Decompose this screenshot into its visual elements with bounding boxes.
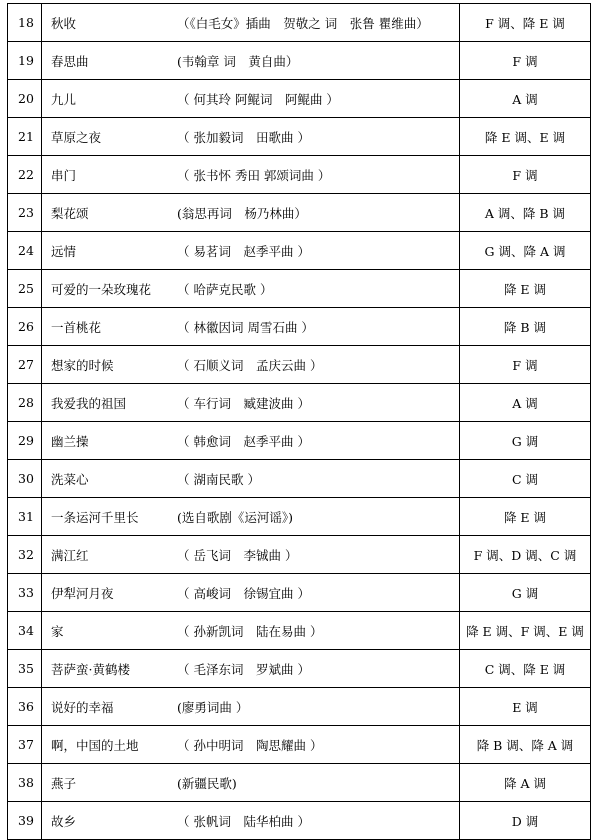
song-cell xyxy=(42,80,460,118)
table-row xyxy=(8,422,591,460)
song-title: 故乡 xyxy=(51,813,77,829)
song-key: D 调 xyxy=(460,802,591,840)
table-row xyxy=(8,574,591,612)
song-cell xyxy=(42,650,460,688)
song-key: 降 E 调、E 调 xyxy=(460,118,591,156)
song-credit: （ 何其玲 阿鲲词 阿鲲曲 ） xyxy=(177,91,339,107)
table-row xyxy=(8,802,591,840)
song-cell xyxy=(42,422,460,460)
song-key: 降 E 调、F 调、E 调 xyxy=(460,612,591,650)
song-title: 幽兰操 xyxy=(51,433,89,449)
song-key: F 调 xyxy=(460,156,591,194)
row-number: 37 xyxy=(8,726,42,764)
row-number: 26 xyxy=(8,308,42,346)
song-list-body xyxy=(8,4,591,840)
song-cell xyxy=(42,346,460,384)
song-key: F 调 xyxy=(460,42,591,80)
song-cell xyxy=(42,308,460,346)
song-credit: （ 易茗词 赵季平曲 ） xyxy=(177,243,310,259)
table-row xyxy=(8,42,591,80)
song-credit: （ 石顺义词 孟庆云曲 ） xyxy=(177,357,323,373)
song-cell xyxy=(42,232,460,270)
row-number: 38 xyxy=(8,764,42,802)
song-title: 九儿 xyxy=(51,91,77,107)
row-number: 21 xyxy=(8,118,42,156)
song-credit: （《白毛女》插曲 贺敬之 词 张鲁 瞿维曲） xyxy=(177,15,429,31)
song-credit: （ 孙新凯词 陆在易曲 ） xyxy=(177,623,323,639)
row-number: 39 xyxy=(8,802,42,840)
row-number: 23 xyxy=(8,194,42,232)
song-title: 秋收 xyxy=(51,15,77,31)
song-key: 降 A 调 xyxy=(460,764,591,802)
song-cell xyxy=(42,42,460,80)
table-row xyxy=(8,80,591,118)
table-row xyxy=(8,460,591,498)
song-list-table xyxy=(7,3,591,840)
song-cell xyxy=(42,726,460,764)
song-title: 春思曲 xyxy=(51,53,89,69)
song-title: 远情 xyxy=(51,243,77,259)
song-title: 满江红 xyxy=(51,547,89,563)
row-number: 31 xyxy=(8,498,42,536)
song-credit: (韦翰章 词 黄自曲） xyxy=(177,53,299,69)
row-number: 22 xyxy=(8,156,42,194)
song-key: 降 B 调 xyxy=(460,308,591,346)
song-credit: (新疆民歌) xyxy=(177,775,237,791)
table-row xyxy=(8,536,591,574)
row-number: 34 xyxy=(8,612,42,650)
song-cell xyxy=(42,574,460,612)
song-credit: （ 张加毅词 田歌曲 ） xyxy=(177,129,310,145)
song-credit: （ 林徽因词 周雪石曲 ） xyxy=(177,319,314,335)
table-row xyxy=(8,4,591,42)
song-key: A 调、降 B 调 xyxy=(460,194,591,232)
row-number: 28 xyxy=(8,384,42,422)
song-key: A 调 xyxy=(460,80,591,118)
row-number: 32 xyxy=(8,536,42,574)
song-key: 降 E 调 xyxy=(460,498,591,536)
row-number: 19 xyxy=(8,42,42,80)
song-credit: （ 车行词 臧建波曲 ） xyxy=(177,395,310,411)
table-row xyxy=(8,384,591,422)
table-row xyxy=(8,308,591,346)
row-number: 20 xyxy=(8,80,42,118)
song-credit: (翁思再词 杨乃林曲） xyxy=(177,205,307,221)
row-number: 25 xyxy=(8,270,42,308)
song-credit: （ 湖南民歌 ） xyxy=(177,471,260,487)
song-title: 草原之夜 xyxy=(51,129,102,145)
table-row xyxy=(8,156,591,194)
song-credit: （ 高峻词 徐锡宜曲 ） xyxy=(177,585,310,601)
song-title: 可爱的一朵玫瑰花 xyxy=(51,281,152,297)
song-key: G 调、降 A 调 xyxy=(460,232,591,270)
song-title: 串门 xyxy=(51,167,77,183)
row-number: 33 xyxy=(8,574,42,612)
song-credit: （ 哈萨克民歌 ） xyxy=(177,281,273,297)
song-cell xyxy=(42,118,460,156)
row-number: 30 xyxy=(8,460,42,498)
table-row xyxy=(8,650,591,688)
song-cell xyxy=(42,536,460,574)
song-key: F 调、降 E 调 xyxy=(460,4,591,42)
table-row xyxy=(8,194,591,232)
song-credit: （ 孙中明词 陶思耀曲 ） xyxy=(177,737,323,753)
song-credit: （ 岳飞词 李铖曲 ） xyxy=(177,547,298,563)
song-cell xyxy=(42,688,460,726)
song-title: 梨花颂 xyxy=(51,205,89,221)
row-number: 27 xyxy=(8,346,42,384)
song-title: 一条运河千里长 xyxy=(51,509,139,525)
song-cell xyxy=(42,384,460,422)
song-key: A 调 xyxy=(460,384,591,422)
row-number: 35 xyxy=(8,650,42,688)
song-credit: （ 张帆词 陆华柏曲 ） xyxy=(177,813,310,829)
song-key: C 调、降 E 调 xyxy=(460,650,591,688)
table-row xyxy=(8,764,591,802)
song-cell xyxy=(42,156,460,194)
table-row xyxy=(8,688,591,726)
song-cell xyxy=(42,460,460,498)
song-credit: （ 毛泽东词 罗斌曲 ） xyxy=(177,661,310,677)
row-number: 24 xyxy=(8,232,42,270)
song-key: 降 B 调、降 A 调 xyxy=(460,726,591,764)
song-title: 家 xyxy=(51,623,64,639)
song-credit: (选自歌剧《运河谣》) xyxy=(177,509,294,525)
row-number: 36 xyxy=(8,688,42,726)
song-title: 说好的幸福 xyxy=(51,699,114,715)
row-number: 18 xyxy=(8,4,42,42)
table-row xyxy=(8,498,591,536)
song-cell xyxy=(42,498,460,536)
song-cell xyxy=(42,194,460,232)
song-credit: （ 韩愈词 赵季平曲 ） xyxy=(177,433,310,449)
song-credit: （ 张书怀 秀田 郭颂词曲 ） xyxy=(177,167,331,183)
song-key: G 调 xyxy=(460,422,591,460)
song-title: 一首桃花 xyxy=(51,319,102,335)
song-title: 燕子 xyxy=(51,775,77,791)
song-cell xyxy=(42,270,460,308)
song-cell xyxy=(42,612,460,650)
song-credit: (廖勇词曲 ） xyxy=(177,699,249,715)
song-title: 伊犁河月夜 xyxy=(51,585,114,601)
song-cell xyxy=(42,802,460,840)
table-row xyxy=(8,270,591,308)
row-number: 29 xyxy=(8,422,42,460)
song-cell xyxy=(42,764,460,802)
table-row xyxy=(8,232,591,270)
song-title: 洗菜心 xyxy=(51,471,89,487)
song-title: 菩萨蛮·黄鹤楼 xyxy=(51,661,130,677)
table-row xyxy=(8,346,591,384)
song-title: 啊，中国的土地 xyxy=(51,737,139,753)
song-key: E 调 xyxy=(460,688,591,726)
song-key: F 调 xyxy=(460,346,591,384)
song-key: 降 E 调 xyxy=(460,270,591,308)
table-row xyxy=(8,118,591,156)
table-row xyxy=(8,612,591,650)
song-title: 我爱我的祖国 xyxy=(51,395,127,411)
song-cell xyxy=(42,4,460,42)
song-key: G 调 xyxy=(460,574,591,612)
song-key: C 调 xyxy=(460,460,591,498)
table-row xyxy=(8,726,591,764)
song-key: F 调、D 调、C 调 xyxy=(460,536,591,574)
song-title: 想家的时候 xyxy=(51,357,114,373)
